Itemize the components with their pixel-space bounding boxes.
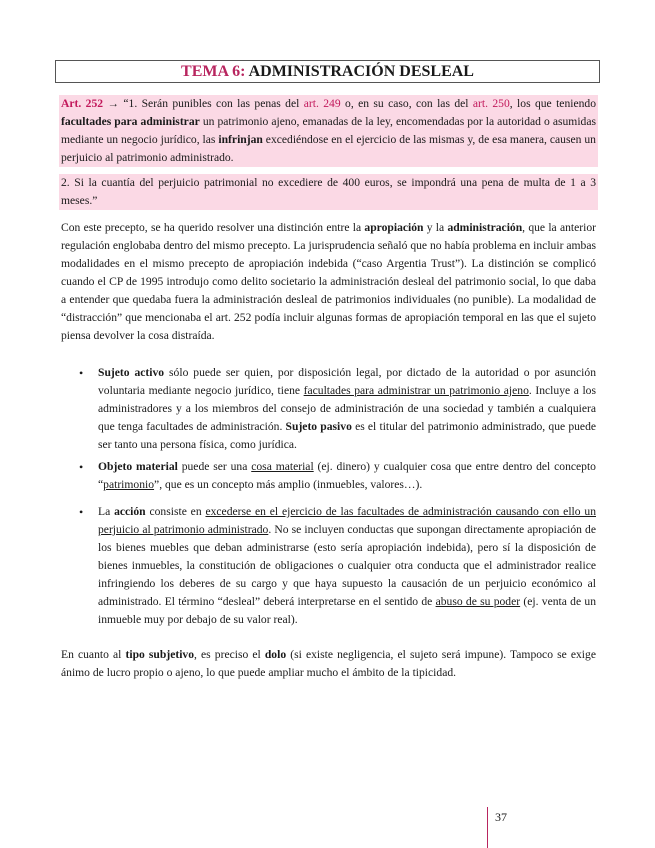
article-label: Art. 252 [61, 97, 104, 110]
intro-text: Con este precepto, se ha querido resolver una distinción entre la [61, 221, 365, 234]
intro-text: , que la anterior regulación englobaba dentro del mismo precepto. La jurisprudencia señaló que no había problema en incluir ambas modalidades en el mismo precepto de apropiación indebida (“caso Argentia Trust”). La distinción se complicó cuando el CP de 1995 introdujo como delito societario la administración desleal del patrimonio social, lo que daba a entender que quedaba fuera la administración desleal de patrimonios individuales (no punible). La modalidad de “distracción” que mencionaba el art. 252 podía incluir algunas formas de apropiación temporal en las que el sujeto piensa devolver la cosa distraída. [61, 221, 597, 342]
bullet-text: puede ser una [177, 460, 252, 473]
title-text: ADMINISTRACIÓN DESLEAL [245, 63, 474, 80]
bullet-text: La [98, 505, 115, 518]
article-text: un patrimonio ajeno, emanadas de la ley, encomendadas por la autoridad o asumidas mediante un negocio jurídico, las [61, 115, 596, 146]
title-number: TEMA 6: [181, 63, 246, 80]
bullet-text: (ej. venta de un inmueble muy por debajo de su valor real). [98, 595, 596, 626]
closing-paragraph [61, 646, 596, 682]
intro-text: y la [423, 221, 448, 234]
article-ref-250: art. 250 [472, 97, 510, 110]
article-text: excediéndose en el ejercicio de las mismas y, de esa manera, causen un perjuicio al patrimonio administrado. [61, 133, 596, 164]
intro-paragraph [61, 219, 596, 345]
article-quote-paragraph-1 [59, 95, 598, 167]
bullet-bold: acción [114, 505, 146, 518]
page-number: 37 [495, 810, 507, 824]
bullet-marker: • [79, 460, 84, 474]
closing-text: En cuanto al [61, 648, 126, 661]
bullet-bold: Sujeto activo [98, 366, 165, 379]
bullet-underlined: patrimonio [103, 478, 155, 491]
closing-bold: tipo subjetivo [125, 648, 195, 661]
bullet-objeto-material [98, 458, 596, 494]
bullet-text: . Incluye a los administradores y a los miembros del consejo de administración de una sociedad y también a cualquiera que tenga facultades de administración. [98, 384, 596, 433]
bullet-accion [98, 503, 596, 629]
bullet-underlined: facultades para administrar un patrimonio ajeno [303, 384, 529, 397]
article-text: → “1. Serán punibles con las penas del [103, 97, 304, 110]
bullet-bold: Objeto material [98, 460, 178, 473]
bullet-underlined: cosa material [251, 460, 314, 473]
bullet-text: es el titular del patrimonio administrado, que puede ser tanto una persona física, como jurídica. [98, 420, 597, 451]
article-quote-paragraph-2: 2. Si la cuantía del perjuicio patrimonial no excediere de 400 euros, se impondrá una pena de multa de 1 a 3 meses.” [59, 174, 598, 210]
intro-bold: apropiación [364, 221, 424, 234]
article-text: , los que teniendo [509, 97, 596, 110]
article-bold-term: facultades para administrar [61, 115, 200, 128]
footer-divider [487, 807, 488, 848]
bullet-text: consiste en [145, 505, 206, 518]
bullet-marker: • [79, 505, 84, 519]
bullet-bold: Sujeto pasivo [285, 420, 352, 433]
bullet-text: (ej. dinero) y cualquier cosa que entre dentro del concepto “ [98, 460, 596, 491]
closing-text: , es preciso el [194, 648, 265, 661]
bullet-text: . No se incluyen conductas que supongan directamente apropiación de los bienes muebles que deban administrarse (esto sería apropiación indebida), pero sí la disposición de bienes inmuebles, la constitución de obligaciones o cualquier otra conducta que el administrador realice infringiendo los deberes de su cargo y que haya supuesto la causación de un perjuicio económico al administrado. El término “desleal” deberá interpretarse en el sentido de [98, 523, 596, 608]
article-bold-term: infrinjan [218, 133, 263, 146]
closing-text: (si existe negligencia, el sujeto será impune). Tampoco se exige ánimo de lucro propio o ajeno, lo que puede ampliar mucho el ámbito de la tipicidad. [61, 648, 596, 679]
intro-bold: administración [447, 221, 523, 234]
article-ref-249: art. 249 [303, 97, 341, 110]
closing-bold: dolo [264, 648, 287, 661]
bullet-text: sólo puede ser quien, por disposición legal, por dictado de la autoridad o por asunción voluntaria mediante negocio jurídico, tiene [98, 366, 597, 397]
bullet-marker: • [79, 366, 84, 380]
article-text: o, en su caso, con las del [340, 97, 473, 110]
bullet-text: ”, que es un concepto más amplio (inmuebles, valores…). [154, 478, 423, 491]
bullet-underlined: excederse en el ejercicio de las facultades de administración causando con ello un perjuicio al patrimonio administrado [98, 505, 596, 536]
page-title [55, 60, 600, 83]
bullet-underlined: abuso de su poder [435, 595, 521, 608]
bullet-sujeto-activo [98, 364, 596, 454]
